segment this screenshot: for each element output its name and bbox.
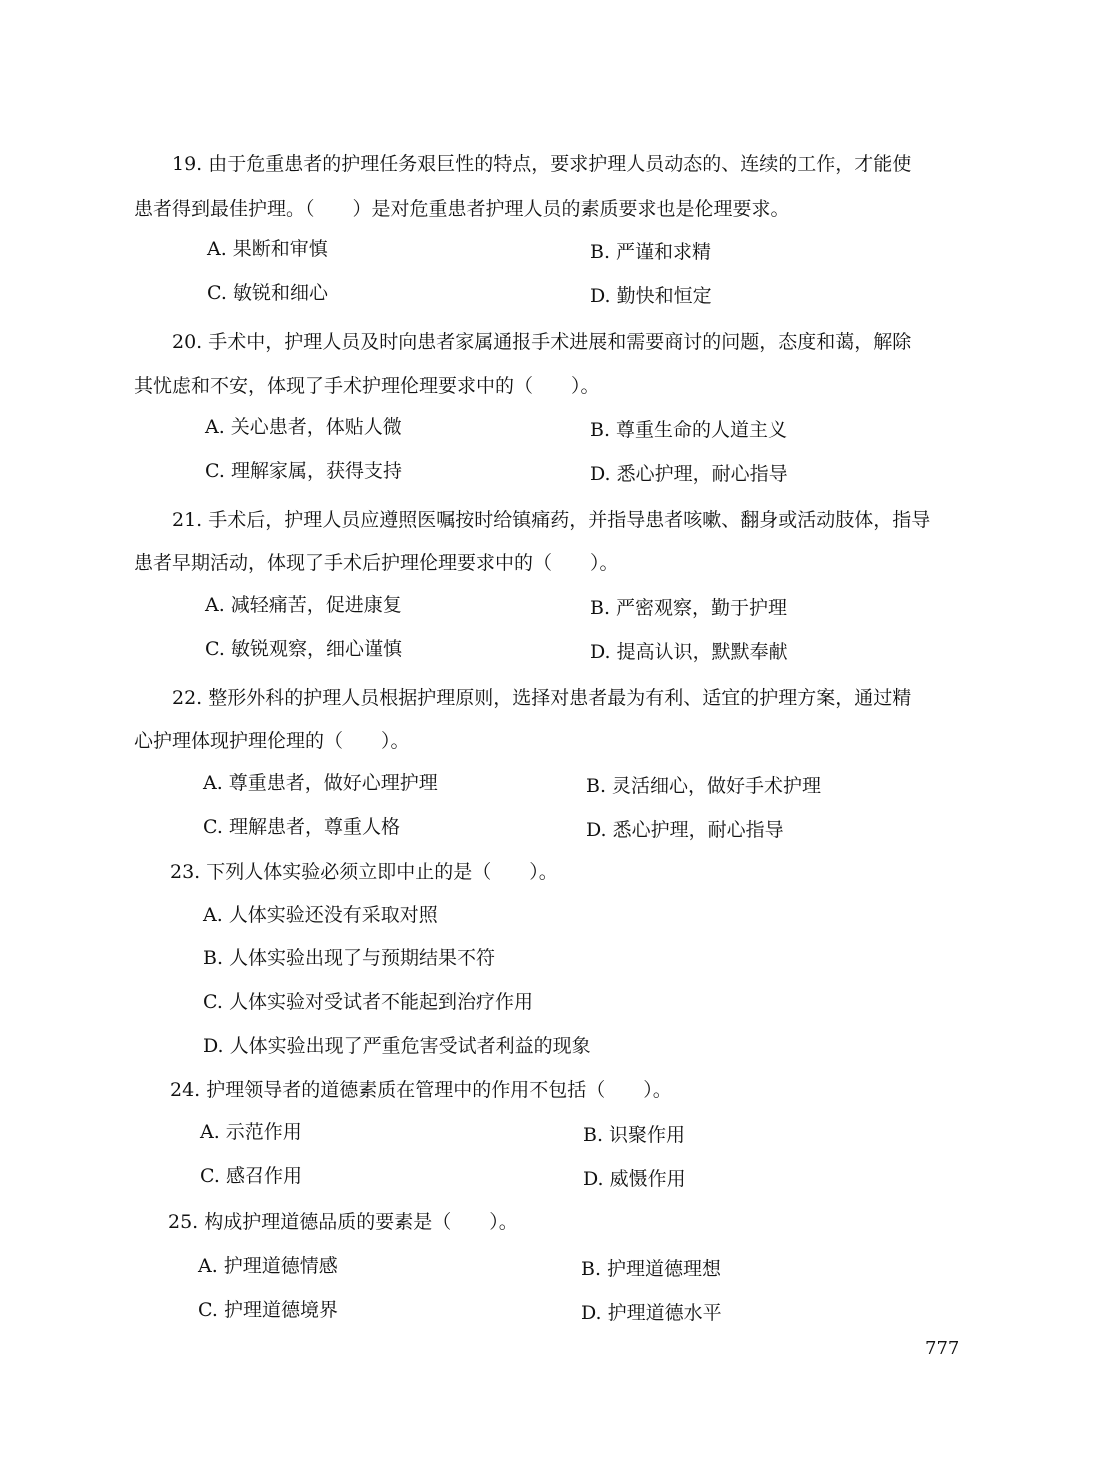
question-19-option-c: C. 敏锐和细心	[207, 282, 328, 304]
question-22-option-d: D. 悉心护理，耐心指导	[586, 819, 784, 841]
question-23-option-c: C. 人体实验对受试者不能起到治疗作用	[203, 991, 533, 1013]
question-21-stem-line-2: 患者早期活动，体现了手术后护理伦理要求中的（ ）。	[134, 552, 619, 574]
question-23-option-a: A. 人体实验还没有采取对照	[203, 904, 438, 926]
question-23-stem-line-1: 23. 下列人体实验必须立即中止的是（ ）。	[170, 861, 558, 883]
question-19-stem-line-2: 患者得到最佳护理。（ ）是对危重患者护理人员的素质要求也是伦理要求。	[134, 198, 790, 220]
question-20-option-c: C. 理解家属，获得支持	[205, 460, 402, 482]
question-21-option-c: C. 敏锐观察，细心谨慎	[205, 638, 402, 660]
question-21-option-a: A. 减轻痛苦，促进康复	[205, 594, 402, 616]
question-20-stem-line-1: 20. 手术中，护理人员及时向患者家属通报手术进展和需要商讨的问题，态度和蔼，解除	[172, 331, 912, 353]
page-number: 777	[925, 1338, 960, 1359]
question-20-option-b: B. 尊重生命的人道主义	[590, 419, 788, 441]
question-19-option-d: D. 勤快和恒定	[590, 285, 712, 307]
question-22-option-a: A. 尊重患者，做好心理护理	[203, 772, 438, 794]
question-24-option-d: D. 威慑作用	[583, 1168, 686, 1190]
question-21-option-d: D. 提高认识，默默奉献	[590, 641, 788, 663]
question-19-option-b: B. 严谨和求精	[590, 241, 712, 263]
question-19-option-a: A. 果断和审慎	[207, 238, 328, 260]
question-25-option-d: D. 护理道德水平	[581, 1302, 722, 1324]
question-25-option-b: B. 护理道德理想	[581, 1258, 722, 1280]
question-23-option-d: D. 人体实验出现了严重危害受试者利益的现象	[203, 1035, 591, 1057]
question-24-option-b: B. 识聚作用	[583, 1124, 686, 1146]
question-20-stem-line-2: 其忧虑和不安，体现了手术护理伦理要求中的（ ）。	[134, 375, 600, 397]
question-21-option-b: B. 严密观察，勤于护理	[590, 597, 788, 619]
question-22-stem-line-1: 22. 整形外科的护理人员根据护理原则，选择对患者最为有利、适宜的护理方案，通过精	[172, 687, 912, 709]
question-24-stem-line-1: 24. 护理领导者的道德素质在管理中的作用不包括（ ）。	[170, 1079, 672, 1101]
question-25-stem-line-1: 25. 构成护理道德品质的要素是（ ）。	[168, 1211, 518, 1233]
question-22-option-b: B. 灵活细心，做好手术护理	[586, 775, 822, 797]
question-20-option-d: D. 悉心护理，耐心指导	[590, 463, 788, 485]
question-20-option-a: A. 关心患者，体贴人微	[205, 416, 402, 438]
question-22-option-c: C. 理解患者，尊重人格	[203, 816, 400, 838]
question-19-stem-line-1: 19. 由于危重患者的护理任务艰巨性的特点，要求护理人员动态的、连续的工作，才能使	[172, 153, 912, 175]
question-24-option-a: A. 示范作用	[200, 1121, 302, 1143]
question-21-stem-line-1: 21. 手术后，护理人员应遵照医嘱按时给镇痛药，并指导患者咳嗽、翻身或活动肢体，指导	[172, 509, 931, 531]
question-25-option-a: A. 护理道德情感	[198, 1255, 338, 1277]
question-24-option-c: C. 感召作用	[200, 1165, 302, 1187]
question-25-option-c: C. 护理道德境界	[198, 1299, 338, 1321]
question-23-option-b: B. 人体实验出现了与预期结果不符	[203, 947, 496, 969]
question-22-stem-line-2: 心护理体现护理伦理的（ ）。	[134, 730, 410, 752]
